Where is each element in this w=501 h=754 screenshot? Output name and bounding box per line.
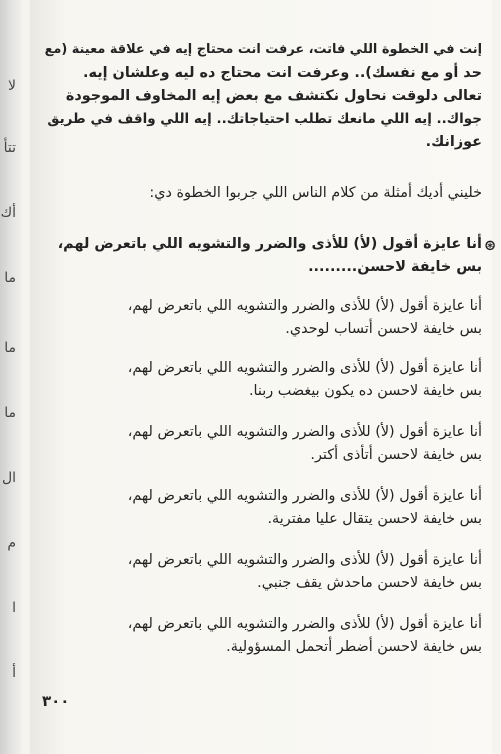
page-number: ٣٠٠ [42, 692, 70, 710]
example-line: أنا عايزة أقول (لأ) للأذى والضرر والتشويه اللي باتعرض لهم، [127, 616, 482, 632]
text-line: عوزانك. [425, 134, 482, 150]
example-line: أنا عايزة أقول (لأ) للأذى والضرر والتشويه اللي باتعرض لهم، [127, 298, 482, 314]
page-gutter-shadow [0, 0, 22, 754]
example-line: أنا عايزة أقول (لأ) للأذى والضرر والتشويه اللي باتعرض لهم، [127, 360, 482, 376]
example-line: أنا عايزة أقول (لأ) للأذى والضرر والتشويه اللي باتعرض لهم، [127, 424, 482, 440]
example-line: بس خايفة لاحسن ماحدش يقف جنبي. [257, 575, 482, 591]
margin-fragment: ال [1, 470, 16, 486]
example-line: بس خايفة لاحسن أتساب لوحدي. [285, 321, 482, 337]
bullet-icon: ⊛ [483, 238, 496, 254]
margin-fragment: ما [4, 340, 16, 356]
margin-fragment: ما [4, 405, 16, 421]
example-line: بس خايفة لاحسن......... [308, 259, 482, 275]
margin-fragment: تتأ [3, 140, 16, 156]
lead-in-sentence: خليني أديك أمثلة من كلام الناس اللي جربوا الخطوة دي: [149, 185, 482, 201]
margin-fragment: أك [0, 205, 16, 221]
example-line: بس خايفة لاحسن يتقال عليا مفترية. [267, 511, 482, 527]
text-line: تعالى دلوقت نحاول نكتشف مع بعض إيه المخاوف الموجودة [65, 88, 482, 104]
margin-fragment: ما [4, 270, 16, 286]
example-line: بس خايفة لاحسن أضطر أتحمل المسؤولية. [226, 639, 482, 655]
example-line: أنا عايزة أقول (لأ) للأذى والضرر والتشويه اللي باتعرض لهم، [127, 488, 482, 504]
text-line: إنت في الخطوة اللي فاتت، عرفت انت محتاج إيه في علاقة معينة (مع [44, 42, 482, 57]
text-line: حد أو مع نفسك).. وعرفت انت محتاج ده ليه وعلشان إيه. [83, 65, 482, 81]
example-line: أنا عايزة أقول (لأ) للأذى والضرر والتشويه اللي باتعرض لهم، [57, 236, 482, 252]
margin-fragment: أ [12, 665, 16, 681]
example-line: بس خايفة لاحسن أتأذى أكتر. [310, 447, 482, 463]
text-line: جواك.. إيه اللي مانعك تطلب احتياجاتك.. إيه اللي واقف في طريق [47, 111, 482, 127]
margin-fragment: م [7, 535, 16, 551]
example-line: أنا عايزة أقول (لأ) للأذى والضرر والتشويه اللي باتعرض لهم، [127, 552, 482, 568]
example-line: بس خايفة لاحسن ده يكون بيغضب ربنا. [248, 383, 482, 399]
margin-fragment: لا [8, 78, 16, 94]
book-page [30, 0, 496, 754]
margin-fragment: ا [12, 600, 16, 616]
